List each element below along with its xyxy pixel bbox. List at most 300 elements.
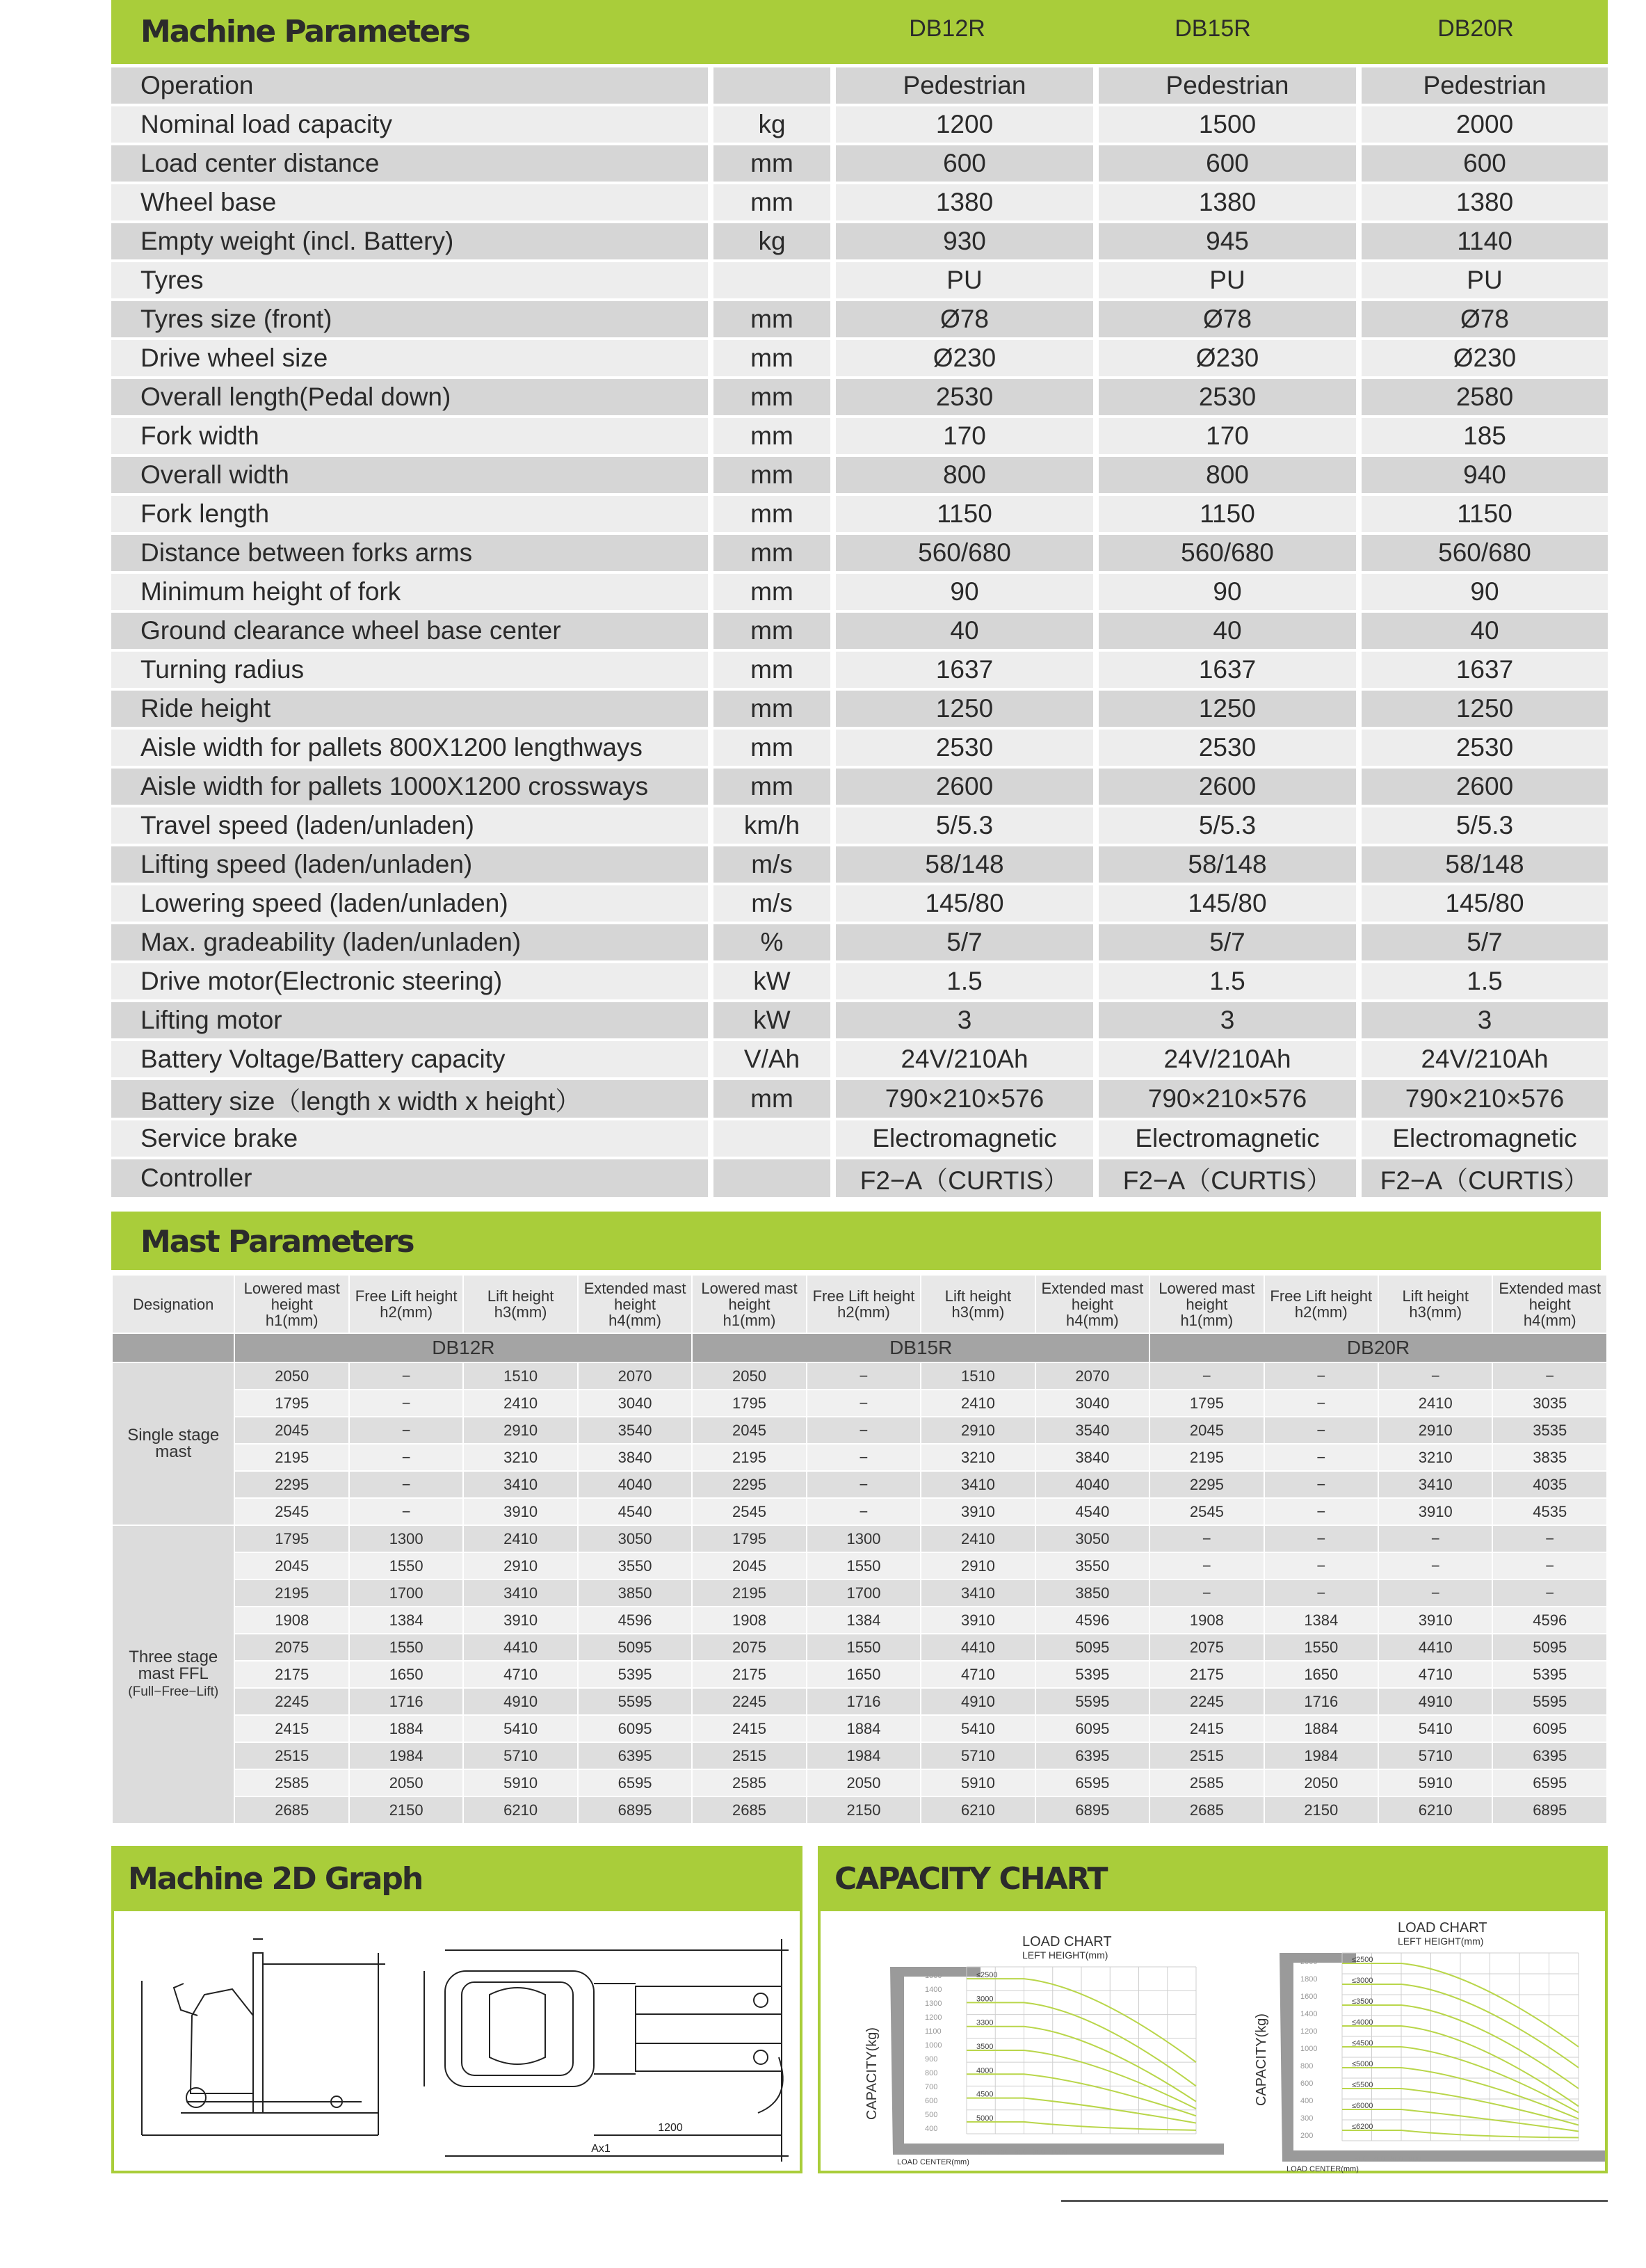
param-row: [111, 301, 1608, 340]
mast-cell: 1550: [1264, 1634, 1378, 1661]
param-unit: km/h: [713, 807, 836, 846]
y-tick-label: 1000: [1300, 2045, 1318, 2053]
mast-cell: 3540: [1035, 1417, 1149, 1444]
mast-cell: −: [1149, 1552, 1264, 1579]
param-db12r: 5/5.3: [836, 807, 1099, 846]
mast-cell: 6595: [1492, 1769, 1607, 1796]
mast-column-header-line: Lift height: [1402, 1287, 1469, 1305]
model-header-db15r: DB15R: [1175, 15, 1251, 42]
mast-cell: 5095: [1035, 1634, 1149, 1661]
series-label: ≤6200: [1352, 2123, 1373, 2131]
mast-cell: 4910: [921, 1688, 1035, 1715]
y-tick-label: 700: [925, 2083, 938, 2091]
series-label: ≤6000: [1352, 2102, 1373, 2110]
mast-cell: 2150: [1264, 1796, 1378, 1824]
mast-model-db12r: DB12R: [234, 1333, 692, 1362]
mast-cell: 2295: [1149, 1471, 1264, 1498]
model-header-db20r: DB20R: [1437, 15, 1514, 42]
param-db15r: 5/5.3: [1099, 807, 1362, 846]
param-name: Distance between forks arms: [111, 535, 713, 574]
param-db15r: 800: [1099, 457, 1362, 496]
mast-cell: 1884: [807, 1715, 921, 1742]
mast-column-header-line: Lowered mast: [701, 1279, 798, 1297]
mast-column-header-line: h1(mm): [1180, 1311, 1234, 1329]
x-axis-label: LOAD CENTER(mm): [897, 2158, 969, 2166]
mast-cell: 2410: [463, 1525, 577, 1552]
mast-cell: 3910: [921, 1498, 1035, 1525]
mast-column-header-line: height: [614, 1295, 656, 1313]
mast-column-header-line: height: [1186, 1295, 1228, 1313]
mast-cell: 3040: [1035, 1390, 1149, 1417]
mast-column-header-line: h4(mm): [608, 1311, 661, 1329]
param-db15r: PU: [1099, 262, 1362, 301]
capacity-chart-title: CAPACITY CHART: [834, 1861, 1107, 1897]
mast-cell: 4410: [921, 1634, 1035, 1661]
mast-designation-line: (Full−Free−Lift): [128, 1684, 219, 1699]
param-db20r: 5/5.3: [1362, 807, 1608, 846]
mast-cell: −: [1149, 1579, 1264, 1607]
fork-outline: [890, 1967, 1224, 2155]
series-label: ≤2500: [976, 1971, 998, 1980]
mast-designation: [112, 1525, 234, 1824]
mast-cell: 1384: [807, 1607, 921, 1634]
series-label: 5000: [976, 2114, 994, 2123]
mast-cell: 1884: [1264, 1715, 1378, 1742]
param-db12r: Ø78: [836, 301, 1099, 340]
mast-cell: −: [349, 1362, 463, 1390]
mast-column-header-line: Extended mast: [1499, 1279, 1601, 1297]
series-label: ≤4500: [1352, 2039, 1373, 2048]
mast-cell: 1650: [807, 1661, 921, 1688]
mast-cell: 1795: [692, 1390, 806, 1417]
mast-cell: 2150: [349, 1796, 463, 1824]
param-unit: mm: [713, 535, 836, 574]
mast-model-row: [112, 1333, 1607, 1362]
param-db20r: 2000: [1362, 106, 1608, 145]
param-unit: mm: [713, 1080, 836, 1120]
param-name: Battery Voltage/Battery capacity: [111, 1041, 713, 1080]
mast-cell: 3410: [463, 1471, 577, 1498]
param-name: Nominal load capacity: [111, 106, 713, 145]
param-db20r: 1150: [1362, 496, 1608, 535]
param-db12r: 40: [836, 613, 1099, 652]
y-tick-label: 1800: [1300, 1975, 1318, 1984]
mast-cell: −: [1378, 1579, 1492, 1607]
mast-cell: −: [1378, 1362, 1492, 1390]
param-name: Lifting speed (laden/unladen): [111, 846, 713, 885]
param-db20r: 2600: [1362, 769, 1608, 807]
mast-column-header-line: h2(mm): [380, 1303, 433, 1321]
mast-data-row: [112, 1552, 1607, 1579]
param-db20r: 5/7: [1362, 924, 1608, 963]
param-db12r: 2530: [836, 730, 1099, 769]
param-db20r: F2−A（CURTIS）: [1362, 1159, 1608, 1200]
mast-cell: −: [1264, 1525, 1378, 1552]
mast-cell: −: [807, 1390, 921, 1417]
mast-cell: 4410: [1378, 1634, 1492, 1661]
y-axis-label: CAPACITY(kg): [1254, 2013, 1269, 2106]
param-name: Overall length(Pedal down): [111, 379, 713, 418]
mast-cell: 2545: [234, 1498, 348, 1525]
mast-cell: 2075: [1149, 1634, 1264, 1661]
param-db15r: 2530: [1099, 730, 1362, 769]
mast-cell: 2175: [1149, 1661, 1264, 1688]
mast-cell: 2585: [1149, 1769, 1264, 1796]
mast-cell: 5910: [1378, 1769, 1492, 1796]
mast-cell: 2910: [921, 1417, 1035, 1444]
mast-cell: 2045: [234, 1552, 348, 1579]
mast-cell: 3910: [921, 1607, 1035, 1634]
mast-cell: 2045: [1149, 1417, 1264, 1444]
x-tick-label: 900: [1408, 2155, 1421, 2164]
param-row: [111, 924, 1608, 963]
mast-cell: −: [807, 1417, 921, 1444]
param-row: [111, 574, 1608, 613]
param-unit: %: [713, 924, 836, 963]
mast-data-row: [112, 1362, 1607, 1390]
mast-data-row: [112, 1607, 1607, 1634]
param-name: Wheel base: [111, 184, 713, 223]
mast-cell: 2415: [1149, 1715, 1264, 1742]
param-db15r: 145/80: [1099, 885, 1362, 924]
param-db12r: 1150: [836, 496, 1099, 535]
param-unit: [713, 1159, 836, 1200]
param-db20r: 940: [1362, 457, 1608, 496]
mast-cell: 5595: [578, 1688, 692, 1715]
mast-cell: 4710: [1378, 1661, 1492, 1688]
mast-cell: 4040: [578, 1471, 692, 1498]
param-name: Turning radius: [111, 652, 713, 691]
mast-cell: 3210: [463, 1444, 577, 1471]
mast-cell: 6095: [578, 1715, 692, 1742]
mast-column-header-line: h3(mm): [951, 1303, 1005, 1321]
param-db20r: 145/80: [1362, 885, 1608, 924]
param-name: Empty weight (incl. Battery): [111, 223, 713, 262]
mast-cell: 1884: [349, 1715, 463, 1742]
param-unit: kg: [713, 106, 836, 145]
mast-cell: 3850: [1035, 1579, 1149, 1607]
x-tick-label: 900: [1032, 2148, 1045, 2157]
param-name: Controller: [111, 1159, 713, 1200]
mast-column-header-line: height: [1071, 1295, 1113, 1313]
chart-title: LOAD CHART: [1022, 1934, 1112, 1949]
param-db12r: 560/680: [836, 535, 1099, 574]
x-tick-label: 700: [996, 2148, 1009, 2157]
mast-cell: 3840: [578, 1444, 692, 1471]
mast-cell: 6595: [1035, 1769, 1149, 1796]
param-name: Aisle width for pallets 800X1200 lengthways: [111, 730, 713, 769]
mast-cell: 5095: [578, 1634, 692, 1661]
mast-cell: 3550: [1035, 1552, 1149, 1579]
mast-column-header-line: Free Lift height: [812, 1287, 915, 1305]
mast-header-row: [112, 1275, 1607, 1333]
mast-cell: 2175: [234, 1661, 348, 1688]
capacity-chart-panel: [818, 1846, 1608, 2173]
mast-cell: −: [1492, 1579, 1607, 1607]
mast-cell: 2050: [807, 1769, 921, 1796]
param-db12r: 790×210×576: [836, 1080, 1099, 1120]
param-row: [111, 963, 1608, 1002]
param-db20r: 1250: [1362, 691, 1608, 730]
param-name: Load center distance: [111, 145, 713, 184]
mast-column-header: [692, 1275, 806, 1333]
mast-cell: 5595: [1035, 1688, 1149, 1715]
param-unit: mm: [713, 496, 836, 535]
mast-cell: 2910: [1378, 1417, 1492, 1444]
mast-designation-line: Single stage: [127, 1426, 220, 1445]
param-row: [111, 418, 1608, 457]
mast-column-header: [1035, 1275, 1149, 1333]
param-name: Fork width: [111, 418, 713, 457]
param-row: [111, 184, 1608, 223]
y-tick-label: 1000: [925, 2041, 942, 2050]
param-row: [111, 1002, 1608, 1041]
y-tick-label: 400: [925, 2125, 938, 2133]
machine-2d-graph-title: Machine 2D Graph: [128, 1861, 423, 1897]
param-row: [111, 379, 1608, 418]
mast-cell: 6210: [1378, 1796, 1492, 1824]
mast-cell: 4910: [463, 1688, 577, 1715]
param-unit: mm: [713, 301, 836, 340]
param-unit: kg: [713, 223, 836, 262]
mast-model-db20r: DB20R: [1149, 1333, 1607, 1362]
mast-column-header-line: Extended mast: [583, 1279, 686, 1297]
mast-column-header: [1492, 1275, 1607, 1333]
y-tick-label: 600: [1300, 2080, 1314, 2088]
mast-cell: 4596: [578, 1607, 692, 1634]
param-row: [111, 885, 1608, 924]
y-tick-label: 1400: [1300, 2010, 1318, 2018]
param-name: Drive motor(Electronic steering): [111, 963, 713, 1002]
mast-cell: −: [1264, 1552, 1378, 1579]
mast-cell: 1908: [692, 1607, 806, 1634]
mast-cell: −: [1492, 1362, 1607, 1390]
series-label: ≤5000: [1352, 2060, 1373, 2068]
param-db15r: 1250: [1099, 691, 1362, 730]
mast-data-row: [112, 1688, 1607, 1715]
mast-cell: 1716: [1264, 1688, 1378, 1715]
mast-cell: 1510: [921, 1362, 1035, 1390]
mast-cell: 1300: [807, 1525, 921, 1552]
mast-parameters-title: Mast Parameters: [140, 1224, 414, 1260]
mast-cell: 2410: [1378, 1390, 1492, 1417]
series-label: 4000: [976, 2066, 994, 2075]
mast-data-row: [112, 1715, 1607, 1742]
mast-cell: 2195: [692, 1579, 806, 1607]
param-row: [111, 67, 1608, 106]
param-db15r: F2−A（CURTIS）: [1099, 1159, 1362, 1200]
mast-cell: −: [1264, 1390, 1378, 1417]
param-name: Ride height: [111, 691, 713, 730]
chart-subtitle: LEFT HEIGHT(mm): [1022, 1949, 1108, 1961]
param-db15r: 600: [1099, 145, 1362, 184]
y-tick-label: 1600: [1300, 1993, 1318, 2001]
mast-column-header-line: h1(mm): [265, 1311, 318, 1329]
mast-column-header: [463, 1275, 577, 1333]
mast-cell: 2545: [1149, 1498, 1264, 1525]
param-db15r: 58/148: [1099, 846, 1362, 885]
param-name: Lowering speed (laden/unladen): [111, 885, 713, 924]
param-db15r: 1.5: [1099, 963, 1362, 1002]
mast-designation-line: Three stage: [129, 1647, 218, 1666]
y-tick-label: 300: [1300, 2114, 1314, 2123]
mast-cell: 5395: [578, 1661, 692, 1688]
mast-cell: 3410: [463, 1579, 577, 1607]
param-db15r: 1380: [1099, 184, 1362, 223]
mast-cell: 2910: [463, 1552, 577, 1579]
param-name: Tyres size (front): [111, 301, 713, 340]
y-tick-label: 1500: [925, 1972, 942, 1980]
mast-cell: 4596: [1035, 1607, 1149, 1634]
param-row: [111, 613, 1608, 652]
mast-cell: 2045: [692, 1552, 806, 1579]
x-tick-label: 600: [1354, 2155, 1367, 2164]
mast-cell: 6095: [1492, 1715, 1607, 1742]
mast-cell: −: [1149, 1525, 1264, 1552]
mast-column-header-line: Lift height: [487, 1287, 554, 1305]
mast-cell: −: [1378, 1552, 1492, 1579]
param-db12r: 58/148: [836, 846, 1099, 885]
param-db20r: 600: [1362, 145, 1608, 184]
mast-cell: 1795: [692, 1525, 806, 1552]
param-row: [111, 535, 1608, 574]
mast-cell: 2585: [692, 1769, 806, 1796]
param-unit: m/s: [713, 885, 836, 924]
param-row: [111, 262, 1608, 301]
mast-cell: 3040: [578, 1390, 692, 1417]
mast-cell: 1984: [807, 1742, 921, 1769]
param-db20r: Electromagnetic: [1362, 1120, 1608, 1159]
mast-cell: 2545: [692, 1498, 806, 1525]
mast-cell: 2245: [1149, 1688, 1264, 1715]
param-name: Service brake: [111, 1120, 713, 1159]
param-db12r: 1380: [836, 184, 1099, 223]
mast-cell: 6395: [1492, 1742, 1607, 1769]
mast-cell: 2910: [921, 1552, 1035, 1579]
param-row: [111, 1041, 1608, 1080]
param-name: Overall width: [111, 457, 713, 496]
mast-cell: 6095: [1035, 1715, 1149, 1742]
mast-parameters-header: [111, 1212, 1601, 1270]
param-db15r: 24V/210Ah: [1099, 1041, 1362, 1080]
param-unit: m/s: [713, 846, 836, 885]
mast-data-row: [112, 1417, 1607, 1444]
param-db15r: Ø230: [1099, 340, 1362, 379]
mast-cell: 4535: [1492, 1498, 1607, 1525]
mast-data-row: [112, 1634, 1607, 1661]
mast-cell: 6595: [578, 1769, 692, 1796]
mast-cell: 4540: [1035, 1498, 1149, 1525]
mast-cell: 1550: [349, 1552, 463, 1579]
mast-cell: 1984: [349, 1742, 463, 1769]
mast-cell: 3540: [578, 1417, 692, 1444]
mast-cell: −: [807, 1471, 921, 1498]
param-db15r: 90: [1099, 574, 1362, 613]
footer-rule: [1061, 2200, 1608, 2202]
x-tick-label: 600: [978, 2148, 991, 2157]
param-row: [111, 145, 1608, 184]
param-db15r: 945: [1099, 223, 1362, 262]
param-name: Minimum height of fork: [111, 574, 713, 613]
mast-cell: 2195: [234, 1579, 348, 1607]
x-tick-label: 1000: [1050, 2148, 1067, 2157]
mast-cell: 5710: [1378, 1742, 1492, 1769]
mast-cell: 1650: [349, 1661, 463, 1688]
param-db15r: 1150: [1099, 496, 1362, 535]
param-unit: mm: [713, 418, 836, 457]
mast-cell: 1300: [349, 1525, 463, 1552]
mast-column-header-line: Free Lift height: [355, 1287, 458, 1305]
series-label: ≤2500: [1352, 1956, 1373, 1964]
param-db20r: 24V/210Ah: [1362, 1041, 1608, 1080]
param-db20r: 185: [1362, 418, 1608, 457]
series-label: 3000: [976, 1995, 994, 2004]
mast-cell: 2050: [1264, 1769, 1378, 1796]
param-db20r: 1380: [1362, 184, 1608, 223]
mast-cell: −: [349, 1471, 463, 1498]
mast-cell: 2050: [349, 1769, 463, 1796]
mast-cell: 5910: [921, 1769, 1035, 1796]
mast-cell: −: [1264, 1498, 1378, 1525]
mast-cell: 3850: [578, 1579, 692, 1607]
mast-cell: 2415: [692, 1715, 806, 1742]
mast-cell: 3050: [1035, 1525, 1149, 1552]
mast-cell: 4040: [1035, 1471, 1149, 1498]
param-row: [111, 769, 1608, 807]
mast-cell: 2050: [234, 1362, 348, 1390]
param-row: [111, 691, 1608, 730]
mast-parameters-table: [111, 1274, 1608, 1824]
param-name: Battery size（length x width x height）: [111, 1080, 713, 1120]
param-name: Fork length: [111, 496, 713, 535]
mast-cell: 2685: [234, 1796, 348, 1824]
mast-cell: 2685: [1149, 1796, 1264, 1824]
mast-cell: 2295: [692, 1471, 806, 1498]
param-db15r: 560/680: [1099, 535, 1362, 574]
mast-data-row: [112, 1579, 1607, 1607]
mast-cell: 2295: [234, 1471, 348, 1498]
param-db20r: 90: [1362, 574, 1608, 613]
mast-cell: 1908: [1149, 1607, 1264, 1634]
mast-designation-line: mast: [155, 1442, 192, 1461]
mast-cell: −: [1492, 1525, 1607, 1552]
param-db15r: 1637: [1099, 652, 1362, 691]
param-row: [111, 340, 1608, 379]
y-tick-label: 800: [925, 2069, 938, 2077]
mast-cell: 4596: [1492, 1607, 1607, 1634]
param-db12r: 170: [836, 418, 1099, 457]
param-db12r: 3: [836, 1002, 1099, 1041]
mast-cell: 1650: [1264, 1661, 1378, 1688]
mast-data-row: [112, 1471, 1607, 1498]
capacity-charts: [821, 1911, 1605, 2174]
param-db20r: 40: [1362, 613, 1608, 652]
mast-cell: 2515: [692, 1742, 806, 1769]
param-db20r: 560/680: [1362, 535, 1608, 574]
param-db15r: 2530: [1099, 379, 1362, 418]
param-unit: mm: [713, 457, 836, 496]
param-db20r: Ø78: [1362, 301, 1608, 340]
y-tick-label: 2000: [1300, 1958, 1318, 1966]
mast-cell: −: [1492, 1552, 1607, 1579]
param-db20r: Ø230: [1362, 340, 1608, 379]
mast-cell: 4035: [1492, 1471, 1607, 1498]
param-name: Tyres: [111, 262, 713, 301]
param-unit: mm: [713, 379, 836, 418]
param-db15r: 1500: [1099, 106, 1362, 145]
mast-model-blank: [112, 1333, 234, 1362]
mast-cell: 2070: [1035, 1362, 1149, 1390]
